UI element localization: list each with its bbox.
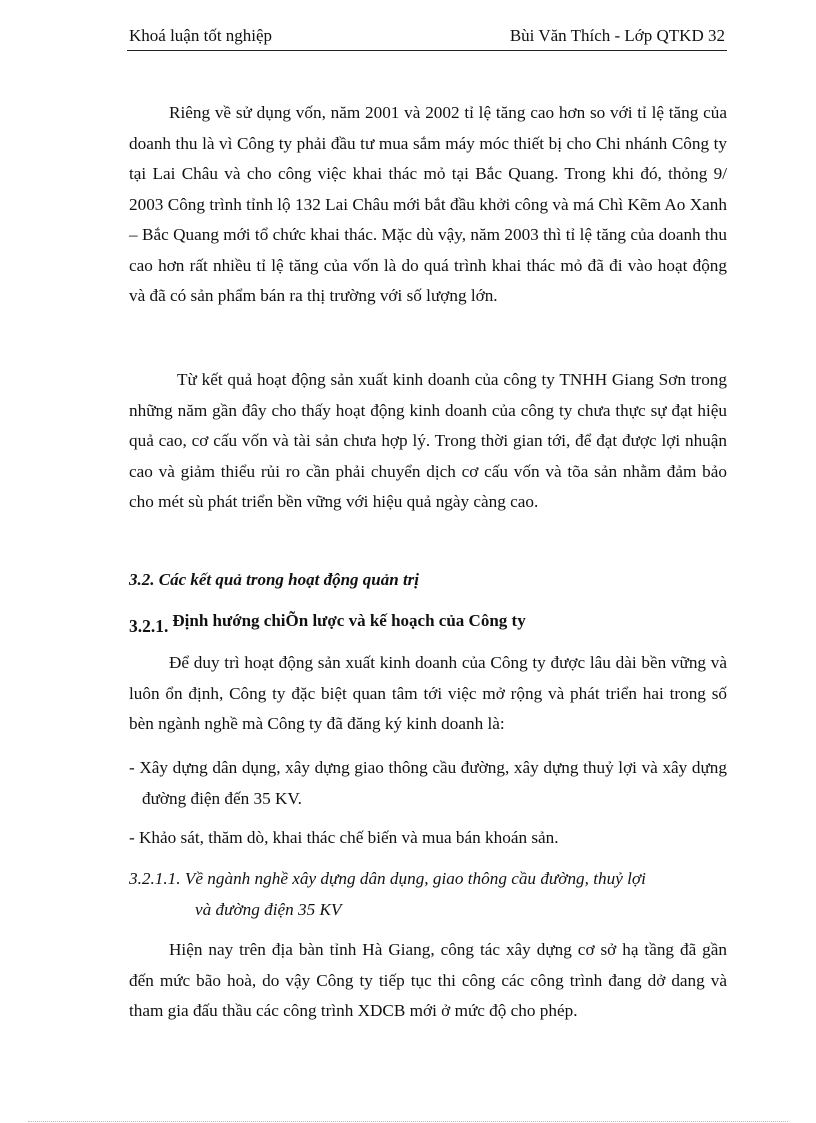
paragraph-ha-giang	[129, 935, 727, 1027]
paragraph-business-results	[129, 365, 727, 518]
heading-line: 3.2.1.1. Về ngành nghề xây dựng dân dụng, giao thông cầu đường, thuỷ lợi	[129, 869, 646, 888]
paragraph-capital-usage	[129, 98, 727, 312]
paragraph-text: Từ kết quả hoạt động sản xuất kinh doanh của công ty TNHH Giang Sơn trong những năm gần đây cho thấy hoạt động kinh doanh của công ty chưa thực sự đạt hiệu quả cao, cơ cấu vốn và tài sản chưa hợp lý. Trong thời gian tới, để đạt được lợi nhuận cao và giảm thiểu rủi ro cần phải chuyển dịch cơ cấu vốn và tõa sản nhằm đảm bảo cho mét sù phát triển bền vững với hiệu quả ngày càng cao.	[129, 370, 727, 511]
heading-line: và đường điện 35 KV	[195, 899, 342, 919]
section-number: 3.2.1.	[129, 616, 169, 636]
section-heading-3-2: 3.2. Các kết quả trong hoạt động quản trị	[129, 570, 420, 589]
header-author-class: Bùi Văn Thích - Lớp QTKD 32	[509, 26, 725, 45]
paragraph-text: Để duy trì hoạt động sản xuất kinh doanh của Công ty được lâu dài bền vững và luôn ổn định, Công ty đặc biệt quan tâm tới việc mở rộng và phát triển hai trong số bèn ngành nghề mà Công ty đã đăng ký kinh doanh là:	[129, 653, 727, 733]
section-title: Định hướng chiÕn lược và kế hoạch của Công ty	[172, 611, 526, 630]
page-bottom-rule	[28, 1121, 788, 1122]
header-thesis-label: Khoá luận tốt nghiệp	[129, 26, 273, 45]
list-item-construction: - Xây dựng dân dụng, xây dựng giao thông cầu đường, xây dựng thuỷ lợi và xây dựng đường điện đến 35 KV.	[129, 758, 727, 808]
section-heading-3-2-1	[129, 610, 526, 636]
paragraph-strategy	[129, 648, 727, 740]
paragraph-text: Hiện nay trên địa bàn tỉnh Hà Giang, công tác xây dựng cơ sở hạ tầng đã gần đến mức bão hoà, do vậy Công ty tiếp tục thi công các công trình đang dở dang và tham gia đấu thầu các công trình XDCB mới ở mức độ cho phép.	[129, 940, 727, 1020]
section-heading-3-2-1-1	[129, 864, 727, 925]
list-item-mining: - Khảo sát, thăm dò, khai thác chế biến và mua bán khoán sản.	[129, 828, 559, 847]
paragraph-text: Riêng về sử dụng vốn, năm 2001 và 2002 tỉ lệ tăng cao hơn so với tỉ lệ tăng của doanh thu là vì Công ty phải đầu tư mua sắm máy móc thiết bị cho Chi nhánh Công ty tại Lai Châu và cho công việc khai thác mỏ tại Bắc Quang. Trong khi đó, thỏng 9/ 2003 Công trình tỉnh lộ 132 Lai Châu mới bắt đầu khởi công và má Chì Kẽm Ao Xanh – Bắc Quang mới tổ chức khai thác. Mặc dù vậy, năm 2003 thì tỉ lệ tăng của doanh thu cao hơn rất nhiều tỉ lệ tăng của vốn là do quá trình khai thác mỏ đã đi vào hoạt động và đã có sản phẩm bán ra thị trường với số lượng lớn.	[129, 103, 727, 305]
page-header	[127, 24, 727, 51]
